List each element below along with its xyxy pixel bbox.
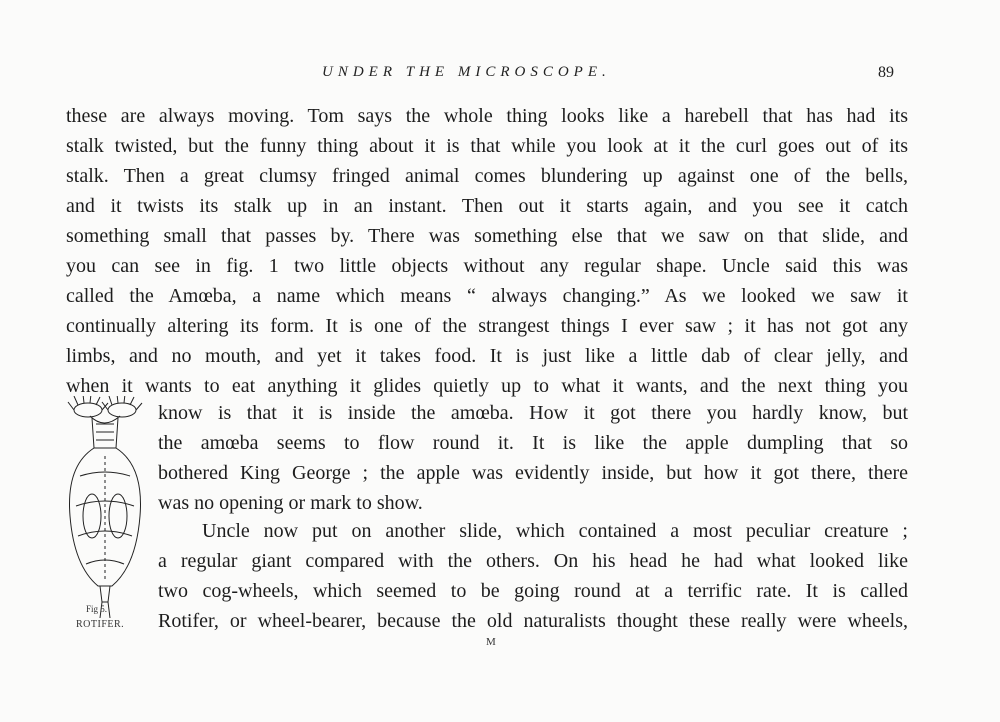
figure-number: Fig 5. bbox=[86, 604, 108, 614]
text-line: stalk. Then a great clumsy fringed animal comes blundering up against one of the bells, bbox=[66, 165, 908, 187]
text-line: something small that passes by. There was something else that we saw on that slide, and bbox=[66, 225, 908, 247]
rotifer-illustration bbox=[60, 396, 148, 628]
text-line: limbs, and no mouth, and yet it takes food. It is just like a little dab of clear jelly, and bbox=[66, 345, 908, 367]
text-line: Rotifer, or wheel-bearer, because the old naturalists thought these really were wheels, bbox=[158, 610, 908, 632]
figure-caption: ROTIFER. bbox=[76, 619, 125, 630]
paragraph-first-line: Uncle now put on another slide, which contained a most peculiar creature ; bbox=[202, 520, 908, 542]
signature-mark: M bbox=[486, 636, 496, 648]
cog-wheel-left-icon bbox=[68, 396, 108, 417]
text-line: bothered King George ; the apple was evidently inside, but how it got there, there bbox=[158, 462, 908, 484]
page-number: 89 bbox=[878, 64, 894, 81]
text-line: know is that it is inside the amœba. How it got there you hardly know, but bbox=[158, 402, 908, 424]
text-line: two cog-wheels, which seemed to be going round at a terrific rate. It is called bbox=[158, 580, 908, 602]
text-line: and it twists its stalk up in an instant. Then out it starts again, and you see it catch bbox=[66, 195, 908, 217]
text-line: the amœba seems to flow round it. It is like the apple dumpling that so bbox=[158, 432, 908, 454]
text-line: you can see in fig. 1 two little objects without any regular shape. Uncle said this was bbox=[66, 255, 908, 277]
text-line: called the Amœba, a name which means “ always changing.” As we looked we saw it bbox=[66, 285, 908, 307]
text-line: these are always moving. Tom says the whole thing looks like a harebell that has had its bbox=[66, 105, 908, 127]
text-line: stalk twisted, but the funny thing about it is that while you look at it the curl goes out of its bbox=[66, 135, 908, 157]
cog-wheel-right-icon bbox=[102, 396, 142, 417]
text-line: when it wants to eat anything it glides quietly up to what it wants, and the next thing you bbox=[66, 375, 908, 397]
text-line: a regular giant compared with the others. On his head he had what looked like bbox=[158, 550, 908, 572]
running-title: UNDER THE MICROSCOPE. bbox=[322, 64, 611, 80]
text-line: continually altering its form. It is one of the strangest things I ever saw ; it has not got any bbox=[66, 315, 908, 337]
text-line: was no opening or mark to show. bbox=[158, 492, 423, 514]
